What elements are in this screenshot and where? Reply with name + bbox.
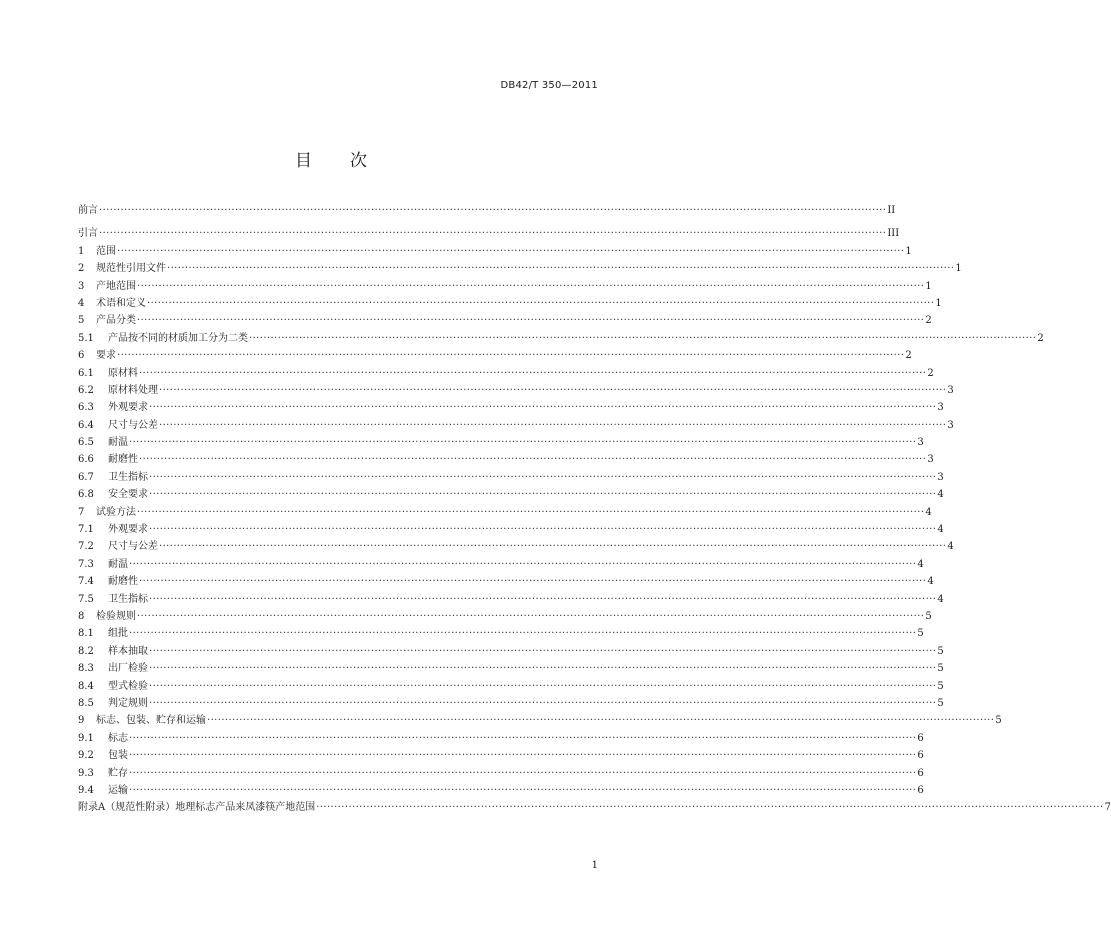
toc-entry-title: 外观要求 (108, 524, 148, 536)
toc-entry-number: 6.8 (78, 489, 94, 501)
toc-entry-page: 5 (937, 697, 944, 709)
toc-entry[interactable] (78, 538, 954, 555)
toc-entry-page: 6 (917, 767, 924, 779)
toc-entry[interactable] (78, 486, 944, 503)
toc-dot-leader: ···························································································································································································································· (129, 767, 917, 779)
toc-dot-leader: ···························································································································································································································· (129, 750, 917, 762)
toc-entry-page: 3 (937, 471, 944, 483)
toc-dot-leader: ···························································································································································································································· (137, 610, 925, 622)
toc-dot-leader: ···························································································································································································································· (159, 541, 947, 553)
toc-dot-leader: ···························································································································································································································· (117, 245, 905, 257)
toc-entry-page: 4 (937, 593, 944, 605)
toc-entry-number: 5.1 (78, 332, 94, 344)
toc-entry[interactable] (78, 643, 944, 660)
toc-entry-page: 3 (927, 454, 934, 466)
toc-entry-number: 6.2 (78, 384, 94, 396)
toc-entry-page: III (887, 228, 900, 240)
toc-entry-title: 卫生指标 (108, 471, 148, 483)
toc-dot-leader: ···························································································································································································································· (139, 576, 927, 588)
toc-dot-leader: ···························································································································································································································· (117, 350, 905, 362)
toc-dot-leader: ···························································································································································································································· (137, 506, 925, 518)
toc-dot-leader: ···························································································································································································································· (149, 524, 937, 536)
toc-entry-page: 5 (925, 610, 932, 622)
toc-entry-page: 6 (917, 732, 924, 744)
page-title (0, 146, 662, 171)
toc-entry-number: 7.5 (78, 593, 94, 605)
toc-entry-number: 9 (78, 715, 85, 727)
toc-entry-title: 试验方法 (96, 506, 136, 518)
toc-entry-page: 3 (947, 419, 954, 431)
toc-entry-page: II (887, 205, 896, 216)
toc-entry[interactable] (78, 556, 924, 573)
toc-entry[interactable] (78, 712, 1002, 729)
toc-entry-page: 4 (947, 541, 954, 553)
toc-entry[interactable] (78, 365, 934, 382)
toc-dot-leader: ···························································································································································································································· (139, 454, 927, 466)
toc-entry-title: 尺寸与公差 (108, 541, 158, 553)
page-number: 1 (591, 860, 598, 871)
toc-entry-title: 附录A（规范性附录）地理标志产品来凤漆筷产地范围 (78, 802, 316, 814)
toc-entry[interactable] (78, 608, 932, 625)
toc-entry-page: 1 (905, 245, 912, 257)
toc-dot-leader: ···························································································································································································································· (99, 228, 887, 240)
toc-entry-page: 5 (937, 680, 944, 692)
toc-entry-title: 耐磨性 (108, 454, 138, 466)
toc-entry-number: 6.1 (78, 367, 94, 379)
toc-dot-leader: ···························································································································································································································· (137, 315, 925, 327)
toc-entry-number: 8.1 (78, 628, 94, 640)
toc-entry-page: 2 (1037, 332, 1044, 344)
toc-entry[interactable] (78, 521, 944, 538)
toc-entry-title: 耐磨性 (108, 576, 138, 588)
toc-dot-leader: ···························································································································································································································· (139, 367, 927, 379)
toc-entry-title: 出厂检验 (108, 663, 148, 675)
toc-entry-title: 产地范围 (96, 280, 136, 292)
toc-dot-leader: ···························································································································································································································· (149, 593, 937, 605)
toc-entry-page: 2 (905, 350, 912, 362)
toc-entry-number: 7.4 (78, 576, 94, 588)
toc-entry-title: 检验规则 (96, 610, 136, 622)
toc-entry-number: 1 (78, 245, 85, 257)
toc-dot-leader: ···························································································································································································································· (167, 263, 955, 275)
toc-entry-title: 要求 (96, 350, 116, 362)
toc-entry[interactable] (78, 765, 924, 782)
toc-dot-leader: ···························································································································································································································· (159, 384, 947, 396)
toc-entry-title: 原材料 (108, 367, 138, 379)
toc-entry-title: 组批 (108, 628, 128, 640)
toc-entry-title: 范围 (96, 245, 116, 257)
toc-entry-page: 3 (917, 437, 924, 449)
toc-entry[interactable] (78, 678, 944, 695)
toc-entry-title: 耐温 (108, 558, 128, 570)
toc-entry-number: 6.7 (78, 471, 94, 483)
toc-entry-page: 6 (917, 784, 924, 796)
toc-entry-number: 6.5 (78, 437, 94, 449)
toc-entry[interactable] (78, 660, 944, 677)
toc-entry-page: 5 (995, 715, 1002, 727)
toc-entry[interactable] (78, 417, 954, 434)
toc-entry[interactable] (78, 573, 934, 590)
toc-dot-leader: ···························································································································································································································· (129, 732, 917, 744)
toc-entry-page: 7 (1104, 802, 1111, 814)
toc-dot-leader: ···························································································································································································································· (147, 297, 935, 309)
toc-entry-page: 4 (925, 506, 932, 518)
toc-entry[interactable] (78, 434, 924, 451)
toc-entry-number: 6.6 (78, 454, 94, 466)
toc-dot-leader: ···························································································································································································································· (149, 489, 937, 501)
toc-entry-title: 型式检验 (108, 680, 148, 692)
toc-entry-title: 判定规则 (108, 697, 148, 709)
toc-entry-title: 规范性引用文件 (96, 263, 166, 275)
toc-entry-page: 3 (947, 384, 954, 396)
toc-entry-page: 4 (937, 524, 944, 536)
toc-entry[interactable] (78, 278, 932, 295)
toc-entry-number: 7.1 (78, 524, 94, 536)
toc-entry-number: 7 (78, 506, 85, 518)
toc-entry[interactable] (78, 225, 900, 242)
toc-entry-number: 7.3 (78, 558, 94, 570)
toc-dot-leader: ···························································································································································································································· (149, 697, 937, 709)
toc-entry-page: 1 (955, 263, 962, 275)
toc-entry[interactable] (78, 625, 924, 642)
toc-entry-number: 8.3 (78, 663, 94, 675)
toc-dot-leader: ···························································································································································································································· (207, 715, 995, 727)
title-char-2: 次 (350, 151, 367, 171)
toc-entry-title: 外观要求 (108, 402, 148, 414)
toc-entry[interactable] (78, 202, 896, 219)
toc-entry[interactable] (78, 782, 924, 799)
toc-entry-number: 9.2 (78, 750, 94, 762)
toc-entry[interactable] (78, 747, 924, 764)
toc-entry[interactable] (78, 591, 944, 608)
toc-entry-page: 5 (937, 645, 944, 657)
toc-entry-page: 2 (927, 367, 934, 379)
document-code: DB42/T 350—2011 (500, 80, 598, 91)
toc-entry-title: 标志 (108, 732, 128, 744)
toc-entry-number: 8.4 (78, 680, 94, 692)
toc-entry-page: 5 (917, 628, 924, 640)
toc-dot-leader: ···························································································································································································································· (149, 402, 937, 414)
toc-entry-title: 样本抽取 (108, 645, 148, 657)
toc-dot-leader: ···························································································································································································································· (99, 205, 887, 216)
toc-entry-number: 6.4 (78, 419, 94, 431)
toc-entry[interactable] (78, 295, 942, 312)
toc-entry-number: 9.4 (78, 784, 94, 796)
toc-entry-title: 标志、包装、贮存和运输 (96, 715, 206, 727)
table-of-contents (78, 202, 1111, 817)
toc-entry-page: 5 (937, 663, 944, 675)
toc-entry-title: 产品分类 (96, 315, 136, 327)
toc-dot-leader: ···························································································································································································································· (249, 332, 1037, 344)
toc-entry-number: 6.3 (78, 402, 94, 414)
toc-dot-leader: ···························································································································································································································· (137, 280, 925, 292)
toc-entry-title: 尺寸与公差 (108, 419, 158, 431)
toc-entry-number: 4 (78, 297, 85, 309)
toc-entry[interactable] (78, 730, 924, 747)
toc-entry[interactable] (78, 330, 1044, 347)
toc-entry[interactable] (78, 451, 934, 468)
toc-entry-number: 8 (78, 610, 85, 622)
toc-entry[interactable] (78, 469, 944, 486)
toc-entry-number: 3 (78, 280, 85, 292)
toc-dot-leader: ···························································································································································································································· (129, 784, 917, 796)
toc-entry-number: 8.2 (78, 645, 94, 657)
toc-entry-page: 2 (925, 315, 932, 327)
toc-entry-number: 9.3 (78, 767, 94, 779)
toc-entry-page: 4 (927, 576, 934, 588)
toc-dot-leader: ···························································································································································································································· (129, 437, 917, 449)
toc-dot-leader: ···························································································································································································································· (159, 419, 947, 431)
toc-dot-leader: ···························································································································································································································· (129, 558, 917, 570)
toc-entry[interactable] (78, 695, 944, 712)
toc-entry[interactable] (78, 312, 932, 329)
title-char-1: 目 (295, 151, 312, 171)
toc-entry-title: 贮存 (108, 767, 128, 779)
toc-dot-leader: ···························································································································································································································· (129, 628, 917, 640)
toc-entry-page: 4 (937, 489, 944, 501)
toc-dot-leader: ···························································································································································································································· (316, 802, 1104, 814)
toc-entry-page: 3 (937, 402, 944, 414)
toc-entry-page: 1 (935, 297, 942, 309)
toc-entry[interactable] (78, 243, 912, 260)
toc-entry-title: 包装 (108, 750, 128, 762)
toc-dot-leader: ···························································································································································································································· (149, 680, 937, 692)
toc-entry[interactable] (78, 504, 932, 521)
toc-entry-page: 6 (917, 750, 924, 762)
toc-entry[interactable] (78, 347, 912, 364)
toc-entry-title: 产品按不同的材质加工分为二类 (108, 332, 248, 344)
toc-dot-leader: ···························································································································································································································· (149, 471, 937, 483)
toc-entry[interactable] (78, 382, 954, 399)
toc-entry-title: 引言 (78, 228, 98, 240)
toc-entry-page: 4 (917, 558, 924, 570)
toc-entry-number: 8.5 (78, 697, 94, 709)
toc-entry-number: 9.1 (78, 732, 94, 744)
toc-entry[interactable] (78, 260, 962, 277)
toc-entry-number: 7.2 (78, 541, 94, 553)
toc-dot-leader: ···························································································································································································································· (149, 663, 937, 675)
toc-dot-leader: ···························································································································································································································· (149, 645, 937, 657)
toc-entry-number: 2 (78, 263, 85, 275)
toc-entry-number: 6 (78, 350, 85, 362)
toc-entry-title: 卫生指标 (108, 593, 148, 605)
toc-entry[interactable] (78, 399, 944, 416)
toc-entry-title: 原材料处理 (108, 384, 158, 396)
toc-entry[interactable] (78, 799, 1111, 816)
toc-entry-title: 运输 (108, 784, 128, 796)
toc-entry-page: 1 (925, 280, 932, 292)
toc-entry-number: 5 (78, 315, 85, 327)
toc-entry-title: 耐温 (108, 437, 128, 449)
toc-entry-title: 前言 (78, 205, 98, 216)
toc-entry-title: 术语和定义 (96, 297, 146, 309)
toc-entry-title: 安全要求 (108, 489, 148, 501)
